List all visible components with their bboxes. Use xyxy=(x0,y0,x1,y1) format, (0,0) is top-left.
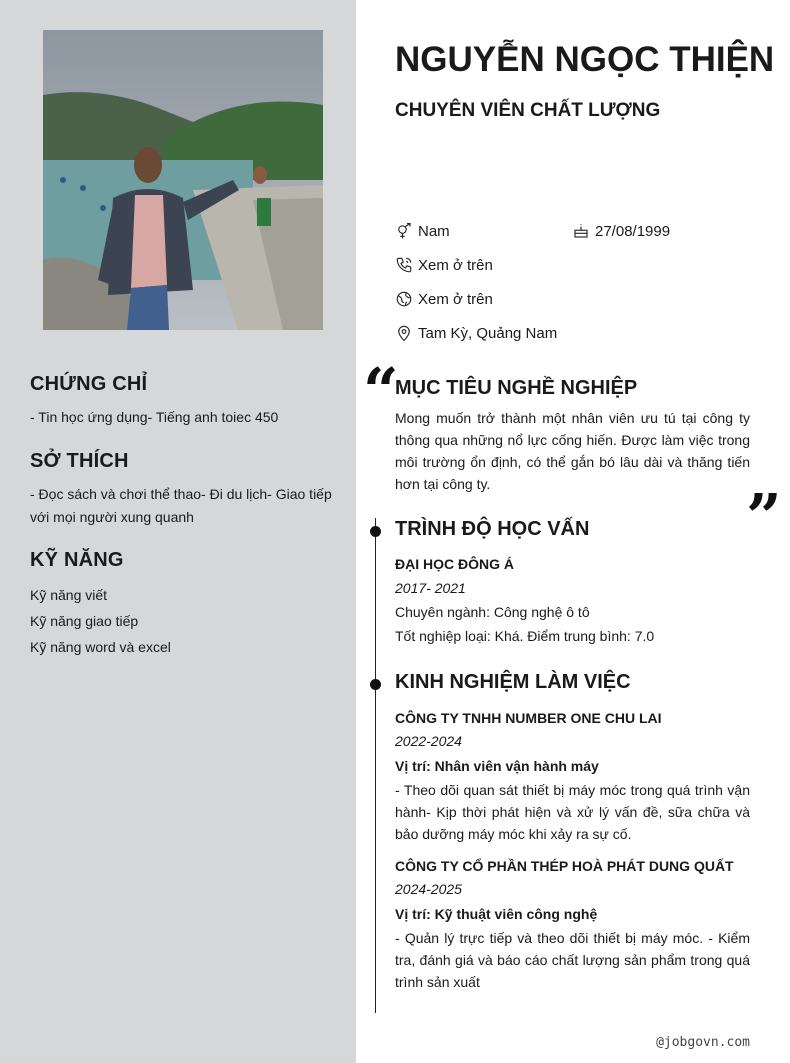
education-major: Chuyên ngành: Công nghệ ô tô xyxy=(395,604,590,620)
location-icon xyxy=(395,324,413,342)
address-row xyxy=(395,324,557,342)
phone-value[interactable]: Xem ở trên xyxy=(418,256,493,274)
skills-section xyxy=(30,549,340,660)
education-period: 2017- 2021 xyxy=(395,580,466,596)
certificates-text: - Tin học ứng dụng- Tiếng anh toiec 450 xyxy=(30,409,279,425)
experience-title: KINH NGHIỆM LÀM VIỆC xyxy=(395,671,631,693)
skills-list xyxy=(30,582,340,660)
timeline-dot xyxy=(370,679,381,690)
timeline-line xyxy=(375,518,376,1013)
website-value[interactable]: Xem ở trên xyxy=(418,290,493,308)
hobbies-text: - Đọc sách và chơi thể thao- Đi du lịch- Giao tiếp với mọi người xung quanh xyxy=(30,486,332,525)
full-name: NGUYỄN NGỌC THIỆN xyxy=(395,40,775,79)
job-title: CHUYÊN VIÊN CHẤT LƯỢNG xyxy=(395,100,661,121)
job-period: 2024-2025 xyxy=(395,881,462,897)
quote-open-icon: “ xyxy=(363,354,399,427)
phone-icon xyxy=(395,256,413,274)
skills-title: KỸ NĂNG xyxy=(30,549,124,571)
job-company: CÔNG TY TNHH NUMBER ONE CHU LAI xyxy=(395,710,662,726)
gender-value: Nam xyxy=(418,222,450,240)
objective-text: Mong muốn trở thành một nhân viên ưu tú tại công ty thông qua những nổ lực cống hiến. Được làm việc trong môi trường ổn định, có thể gắn bó lâu dài và thăng tiến hơn tại công ty. xyxy=(395,410,750,492)
quote-close-icon: ” xyxy=(746,480,782,553)
education-grade: Tốt nghiệp loại: Khá. Điểm trung bình: 7.0 xyxy=(395,628,655,644)
phone-row xyxy=(395,256,493,274)
profile-photo xyxy=(43,30,323,330)
address-value: Tam Kỳ, Quảng Nam xyxy=(418,324,558,342)
certificates-section xyxy=(30,373,340,429)
birthday-value: 27/08/1999 xyxy=(595,222,671,240)
globe-icon xyxy=(395,290,413,308)
job-period: 2022-2024 xyxy=(395,733,462,749)
timeline-dot xyxy=(370,526,381,537)
skill-item: Kỹ năng viết xyxy=(30,587,108,603)
cake-icon xyxy=(572,222,590,240)
hobbies-section xyxy=(30,450,340,529)
hobbies-title: SỞ THÍCH xyxy=(30,450,129,472)
certificates-title: CHỨNG CHỈ xyxy=(30,373,148,395)
job-position: Vị trí: Nhân viên vận hành máy xyxy=(395,758,599,774)
skill-item: Kỹ năng word và excel xyxy=(30,639,171,655)
watermark-footer: @jobgovn.com xyxy=(656,1035,750,1050)
job-description: - Theo dõi quan sát thiết bị máy móc trong quá trình vận hành- Kịp thời phát hiện và xử lý vấn đề, sữa chữa và bảo dưỡng máy móc khi xảy ra sự cố. xyxy=(395,782,750,842)
education-school: ĐẠI HỌC ĐÔNG Á xyxy=(395,556,514,572)
website-row xyxy=(395,290,493,308)
skill-item: Kỹ năng giao tiếp xyxy=(30,613,139,629)
gender-row xyxy=(395,222,450,240)
job-company: CÔNG TY CỔ PHẦN THÉP HOÀ PHÁT DUNG QUẤT xyxy=(395,858,734,874)
sidebar xyxy=(0,0,356,1063)
job-position: Vị trí: Kỹ thuật viên công nghệ xyxy=(395,906,598,922)
job-description: - Quản lý trực tiếp và theo dõi thiết bị máy móc. - Kiểm tra, đánh giá và báo cáo chất lượng sản phẩm trong quá trình sản xuất xyxy=(395,930,750,990)
birthday-row xyxy=(572,222,670,240)
objective-title: MỤC TIÊU NGHỀ NGHIỆP xyxy=(395,377,638,399)
education-title: TRÌNH ĐỘ HỌC VẤN xyxy=(395,518,590,540)
gender-icon xyxy=(395,222,413,240)
